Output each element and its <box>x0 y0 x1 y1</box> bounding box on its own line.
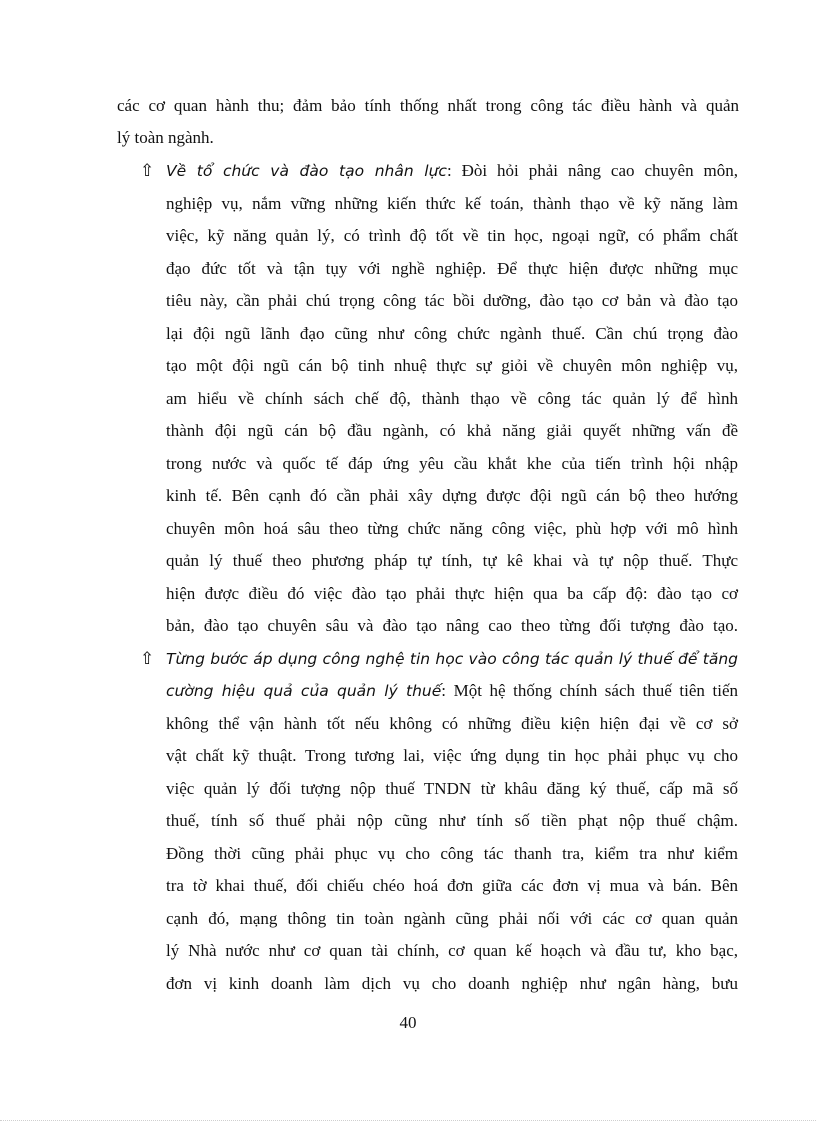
section1-heading: Về tổ chức và đào tạo nhân lực <box>166 162 447 180</box>
section2-line: việc quản lý đối tượng nộp thuế TNDN từ khâu đăng ký thuế, cấp mã số <box>166 779 738 798</box>
section1-line: kinh tế. Bên cạnh đó cần phải xây dựng được đội ngũ cán bộ theo hướng <box>166 486 738 505</box>
section2-second-line-text: : Một hệ thống chính sách thuế tiên tiến <box>441 681 738 700</box>
page-number: 40 <box>399 1013 417 1032</box>
bullet-arrow-icon: ⇧ <box>140 161 155 181</box>
section1-line: đạo đức tốt và tận tụy với nghề nghiệp. Để thực hiện được những mục <box>166 259 738 278</box>
section1-first-line <box>166 160 738 182</box>
section2-line: cạnh đó, mạng thông tin toàn ngành cũng phải nối với các cơ quan quản <box>166 909 738 928</box>
section1-line: tạo một đội ngũ cán bộ tinh nhuệ thực sự giỏi về chuyên môn nghiệp vụ, <box>166 356 738 375</box>
section2-heading-line-2: cường hiệu quả của quản lý thuế <box>166 682 442 700</box>
section2-line: Đồng thời cũng phải phục vụ cho công tác thanh tra, kiểm tra như kiểm <box>166 844 738 863</box>
section1-line: chuyên môn hoá sâu theo từng chức năng công việc, phù hợp với mô hình <box>166 519 738 538</box>
section1-line: hiện được điều đó việc đào tạo phải thực hiện qua ba cấp độ: đào tạo cơ <box>166 584 738 603</box>
section1-line: trong nước và quốc tế đáp ứng yêu cầu khắt khe của tiến trình hội nhập <box>166 454 738 473</box>
section1-line: am hiểu về chính sách chế độ, thành thạo về công tác quản lý để hình <box>166 389 738 408</box>
section1-line: thành đội ngũ cán bộ đầu ngành, có khả năng giải quyết những vấn đề <box>166 421 738 440</box>
section2-line: tra tờ khai thuế, đối chiếu chéo hoá đơn giữa các đơn vị mua và bán. Bên <box>166 876 738 895</box>
section1-line: việc, kỹ năng quản lý, có trình độ tốt về tin học, ngoại ngữ, có phẩm chất <box>166 226 738 245</box>
section2-line: vật chất kỹ thuật. Trong tương lai, việc ứng dụng tin học phải phục vụ cho <box>166 746 738 765</box>
section1-line: tiêu này, cần phải chú trọng công tác bồi dưỡng, đào tạo cơ bản và đào tạo <box>166 291 738 310</box>
section2-line: thuế, tính số thuế phải nộp cũng như tính số tiền phạt nộp thuế chậm. <box>166 811 738 830</box>
section1-first-line-text: : Đòi hỏi phải nâng cao chuyên môn, <box>446 161 738 180</box>
section2-heading-line-1: Từng bước áp dụng công nghệ tin học vào công tác quản lý thuế để tăng <box>166 650 738 668</box>
section1-line: bản, đào tạo chuyên sâu và đào tạo nâng cao theo từng đối tượng đào tạo. <box>166 616 738 635</box>
section1-line: quản lý thuế theo phương pháp tự tính, tự kê khai và tự nộp thuế. Thực <box>166 551 738 570</box>
page-bottom-divider <box>0 1120 816 1121</box>
bullet-arrow-icon: ⇧ <box>140 649 155 669</box>
intro-line-1: các cơ quan hành thu; đảm bảo tính thống nhất trong công tác điều hành và quản <box>117 96 739 115</box>
section2-second-line <box>166 680 738 702</box>
intro-line-2: lý toàn ngành. <box>117 128 214 147</box>
section2-line: không thể vận hành tốt nếu không có những điều kiện hiện đại về cơ sở <box>166 714 738 733</box>
section2-line: đơn vị kinh doanh làm dịch vụ cho doanh nghiệp như ngân hàng, bưu <box>166 974 738 993</box>
section1-line: lại đội ngũ lãnh đạo cũng như công chức ngành thuế. Cần chú trọng đào <box>166 324 738 343</box>
section1-line: nghiệp vụ, nắm vững những kiến thức kế toán, thành thạo về kỹ năng làm <box>166 194 738 213</box>
section2-line: lý Nhà nước như cơ quan tài chính, cơ quan kế hoạch và đầu tư, kho bạc, <box>166 941 738 960</box>
